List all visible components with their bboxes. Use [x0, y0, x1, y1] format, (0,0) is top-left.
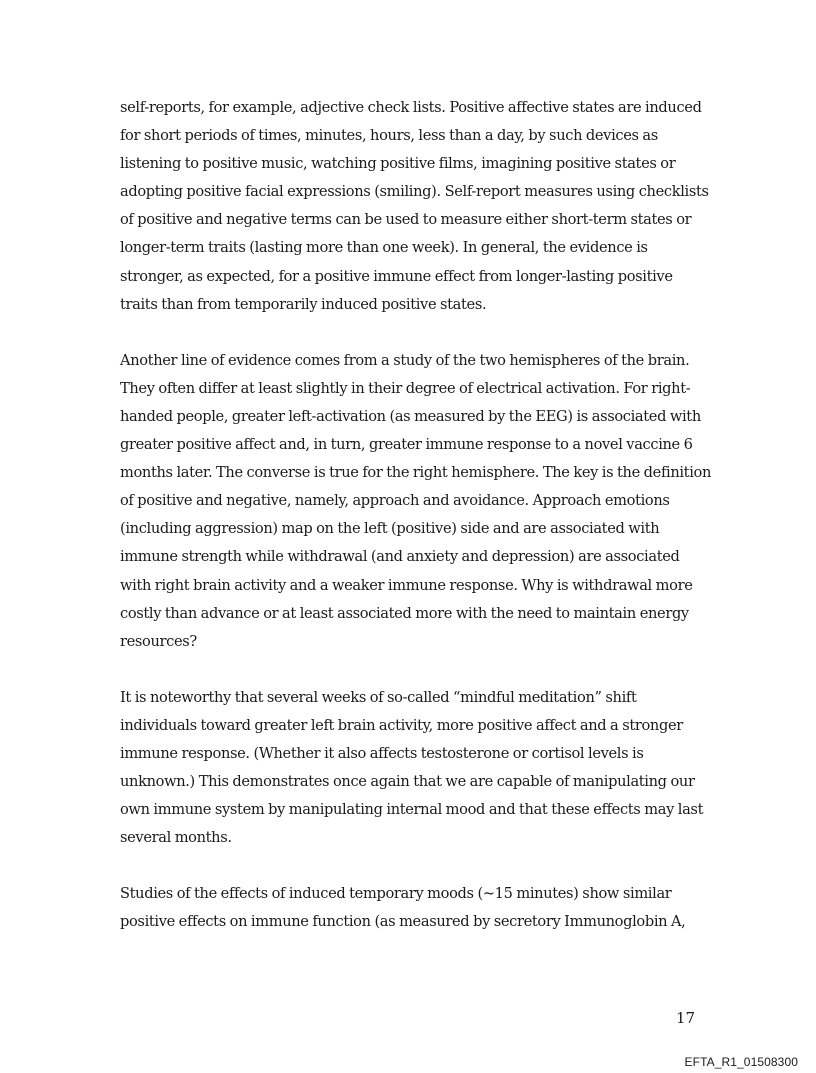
text-line: It is noteworthy that several weeks of so-called “mindful meditation” shift — [120, 688, 637, 706]
text-line: immune response. (Whether it also affects testosterone or cortisol levels is — [120, 744, 644, 762]
text-line: listening to positive music, watching positive films, imagining positive states or — [120, 155, 676, 173]
text-line: own immune system by manipulating internal mood and that these effects may last — [120, 801, 704, 819]
page-number: 17 — [676, 1009, 696, 1027]
text-line: adopting positive facial expressions (smiling). Self-report measures using checklists — [120, 183, 709, 201]
text-line: of positive and negative terms can be used to measure either short-term states or — [120, 211, 692, 229]
text-line: positive effects on immune function (as measured by secretory Immunoglobin A, — [120, 913, 686, 931]
text-line: with right brain activity and a weaker immune response. Why is withdrawal more — [120, 576, 693, 594]
text-line: self-reports, for example, adjective check lists. Positive affective states are induced — [120, 99, 702, 116]
paragraph-3 — [120, 684, 704, 853]
text-line: greater positive affect and, in turn, greater immune response to a novel vaccine 6 — [120, 436, 693, 454]
text-line: traits than from temporarily induced positive states. — [120, 295, 487, 313]
text-line: individuals toward greater left brain activity, more positive affect and a stronger — [120, 716, 683, 734]
text-line: months later. The converse is true for the right hemisphere. The key is the definition — [120, 464, 712, 482]
text-line: several months. — [120, 829, 232, 847]
paragraph-1 — [120, 94, 709, 319]
text-line: resources? — [120, 632, 197, 650]
text-line: (including aggression) map on the left (positive) side and are associated with — [120, 520, 660, 538]
text-line: Studies of the effects of induced temporary moods (~15 minutes) show similar — [120, 885, 672, 903]
paragraph-2 — [120, 347, 712, 656]
text-line: stronger, as expected, for a positive immune effect from longer-lasting positive — [120, 267, 673, 285]
text-line: They often differ at least slightly in their degree of electrical activation. For right- — [120, 379, 691, 397]
paragraph-4 — [120, 880, 700, 936]
text-line: Another line of evidence comes from a study of the two hemispheres of the brain. — [120, 351, 690, 369]
text-line: costly than advance or at least associated more with the need to maintain energy — [120, 604, 689, 622]
text-line: unknown.) This demonstrates once again that we are capable of manipulating our — [120, 773, 695, 791]
body-text — [120, 94, 712, 965]
text-line: of positive and negative, namely, approach and avoidance. Approach emotions — [120, 492, 670, 510]
text-line: longer-term traits (lasting more than one week). In general, the evidence is — [120, 239, 648, 257]
text-line: for short periods of times, minutes, hours, less than a day, by such devices as — [120, 127, 658, 145]
text-line: immune strength while withdrawal (and anxiety and depression) are associated — [120, 548, 680, 566]
text-line: handed people, greater left-activation (as measured by the EEG) is associated with — [120, 407, 701, 425]
document-id: EFTA_R1_01508300 — [684, 1055, 798, 1069]
